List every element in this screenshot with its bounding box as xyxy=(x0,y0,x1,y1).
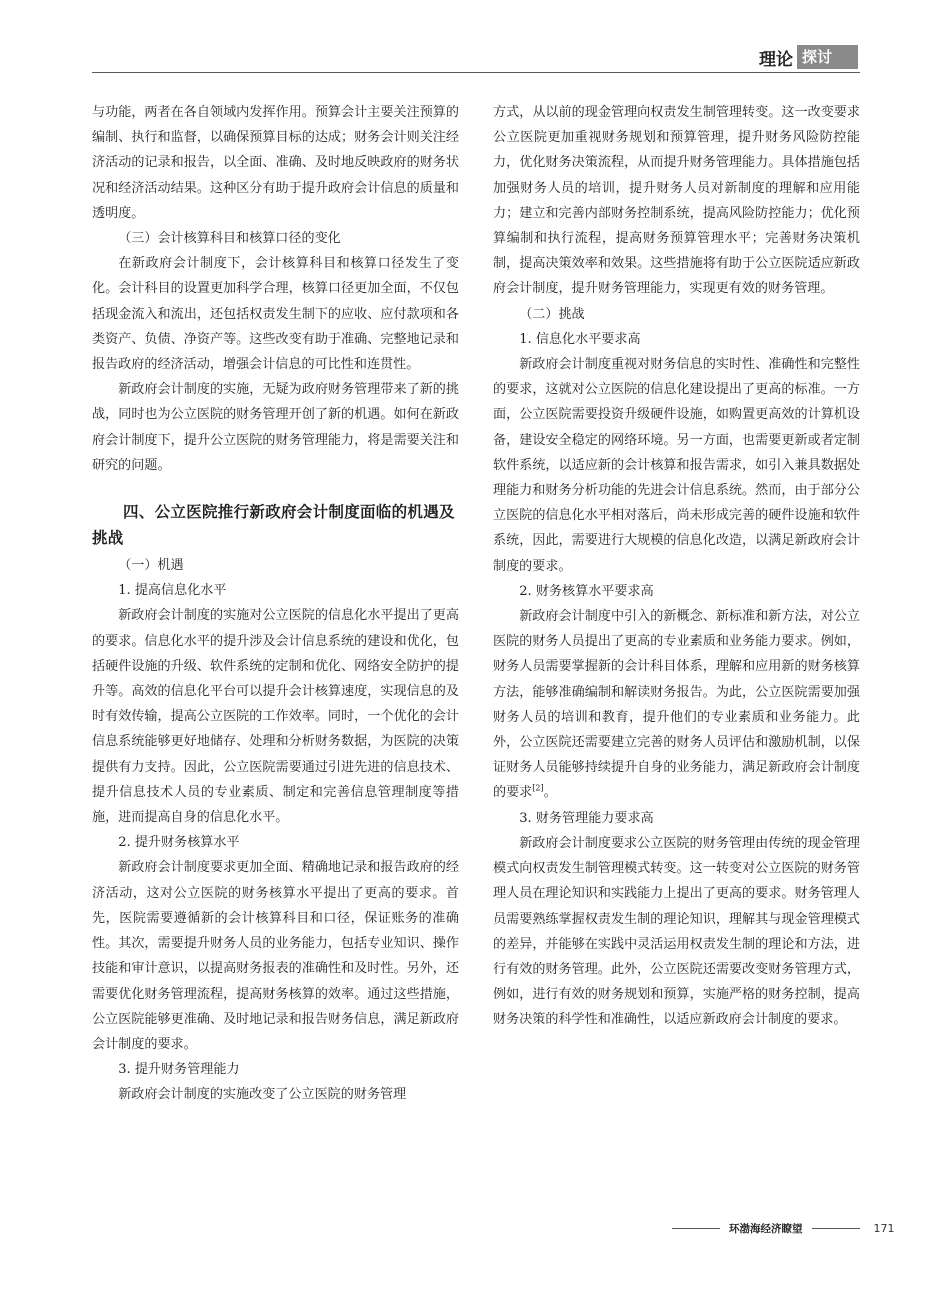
subsubsection-heading: 2. 财务核算水平要求高 xyxy=(519,583,654,599)
paragraph: 新政府会计制度要求更加全面、精确地记录和报告政府的经济活动，这对公立医院的财务核算水平提出了更高的要求。首先，医院需要遵循新的会计核算科目和口径，保证账务的准确性。其次，需要提升财务人员的业务能力，包括专业知识、操作技能和审计意识，以提高财务报表的准确性和及时性。另外，还需要优化财务管理流程，提高财务核算的效率。通过这些措施，公立医院能够更准确、及时地记录和报告财务信息，满足新政府会计制度的要求。 xyxy=(92,860,459,1052)
paragraph: 新政府会计制度的实施，无疑为政府财务管理带来了新的挑战，同时也为公立医院的财务管理开创了新的机遇。如何在新政府会计制度下，提升公立医院的财务管理能力，将是需要关注和研究的问题。 xyxy=(92,382,459,473)
section-tag-sub: 探讨 xyxy=(797,45,858,69)
footer-rule xyxy=(672,1228,720,1229)
paragraph: 方式，从以前的现金管理向权责发生制管理转变。这一改变要求公立医院更加重视财务规划和预算管理，提升财务风险防控能力，优化财务决策流程，从而提升财务管理能力。具体措施包括加强财务人员的培训，提升财务人员对新制度的理解和应用能力；建立和完善内部财务控制系统，提高风险防控能力；优化预算编制和执行流程，提高财务预算管理水平；完善财务决策机制，提高决策效率和效果。这些措施将有助于公立医院适应新政府会计制度，提升财务管理能力，实现更有效的财务管理。 xyxy=(493,105,860,297)
paragraph-end: 。 xyxy=(543,785,557,801)
subsection-heading: （二）挑战 xyxy=(519,306,585,322)
subsubsection-heading: 3. 财务管理能力要求高 xyxy=(519,810,654,826)
footer-rule xyxy=(812,1228,860,1229)
subsubsection-heading: 2. 提升财务核算水平 xyxy=(118,835,240,851)
paragraph xyxy=(493,604,860,806)
paragraph: 新政府会计制度的实施改变了公立医院的财务管理 xyxy=(118,1087,407,1103)
left-column xyxy=(92,100,459,1108)
subsection-heading: （三）会计核算科目和核算口径的变化 xyxy=(118,231,341,247)
page-number: 171 xyxy=(873,1221,895,1235)
paragraph: 新政府会计制度重视对财务信息的实时性、准确性和完整性的要求，这就对公立医院的信息化建设提出了更高的标准。一方面，公立医院需要投资升级硬件设施，如购置更高效的计算机设备，建设安全稳定的网络环境。另一方面，也需要更新或者定制软件系统，以适应新的会计核算和报告需求，如引入兼具数据处理能力和财务分析功能的先进会计信息系统。然而，由于部分公立医院的信息化水平相对落后，尚未形成完善的硬件设施和软件系统，因此，需要进行大规模的信息化改造，以满足新政府会计制度的要求。 xyxy=(493,357,860,574)
section-heading: 四、公立医院推行新政府会计制度面临的机遇及挑战 xyxy=(92,503,455,548)
subsubsection-heading: 1. 信息化水平要求高 xyxy=(519,331,641,347)
citation-ref: [2] xyxy=(532,784,544,794)
subsubsection-heading: 3. 提升财务管理能力 xyxy=(118,1062,240,1078)
section-tag-main: 理论 xyxy=(758,49,793,70)
paragraph: 新政府会计制度要求公立医院的财务管理由传统的现金管理模式向权责发生制管理模式转变。这一转变对公立医院的财务管理人员在理论知识和实践能力上提出了更高的要求。财务管理人员需要熟练掌握权责发生制的理论知识，理解其与现金管理模式的差异，并能够在实践中灵活运用权责发生制的理论和方法，进行有效的财务管理。此外，公立医院还需要改变财务管理方式，例如，进行有效的财务规划和预算，实施严格的财务控制，提高财务决策的科学性和准确性，以适应新政府会计制度的要求。 xyxy=(493,835,860,1028)
journal-name: 环渤海经济瞭望 xyxy=(729,1222,803,1235)
right-column xyxy=(493,100,860,1033)
page-footer xyxy=(672,1219,895,1237)
paragraph: 与功能，两者在各自领域内发挥作用。预算会计主要关注预算的编制、执行和监督，以确保预算目标的达成；财务会计则关注经济活动的记录和报告，以全面、准确、及时地反映政府的财务状况和经济活动结果。这种区分有助于提升政府会计信息的质量和透明度。 xyxy=(92,105,459,221)
subsection-heading: （一）机遇 xyxy=(118,558,184,574)
paragraph: 在新政府会计制度下，会计核算科目和核算口径发生了变化。会计科目的设置更加科学合理，核算口径更加全面，不仅包括现金流入和流出，还包括权责发生制下的应收、应付款项和各类资产、负债、净资产等。这些改变有助于准确、完整地记录和报告政府的经济活动，增强会计信息的可比性和连贯性。 xyxy=(92,256,459,373)
section-tag xyxy=(759,45,858,69)
subsubsection-heading: 1. 提高信息化水平 xyxy=(118,583,227,599)
paragraph-text: 新政府会计制度中引入的新概念、新标准和新方法，对公立医院的财务人员提出了更高的专业素质和业务能力要求。例如，财务人员需要掌握新的会计科目体系，理解和应用新的财务核算方法，能够准确编制和解读财务报告。为此，公立医院需要加强财务人员的培训和教育，提升他们的专业素质和业务能力。此外，公立医院还需要建立完善的财务人员评估和激励机制，以保证财务人员能够持续提升自身的业务能力，满足新政府会计制度的要求 xyxy=(493,609,860,801)
header-divider xyxy=(92,72,860,73)
paragraph: 新政府会计制度的实施对公立医院的信息化水平提出了更高的要求。信息化水平的提升涉及会计信息系统的建设和优化，包括硬件设施的升级、软件系统的定制和优化、网络安全防护的提升等。高效的信息化平台可以提升会计核算速度，实现信息的及时有效传输，提高公立医院的工作效率。同时，一个优化的会计信息系统能够更好地储存、处理和分析财务数据，为医院的决策提供有力支持。因此，公立医院需要通过引进先进的信息技术、提升信息技术人员的专业素质、制定和完善信息管理制度等措施，进而提高自身的信息化水平。 xyxy=(92,608,459,826)
